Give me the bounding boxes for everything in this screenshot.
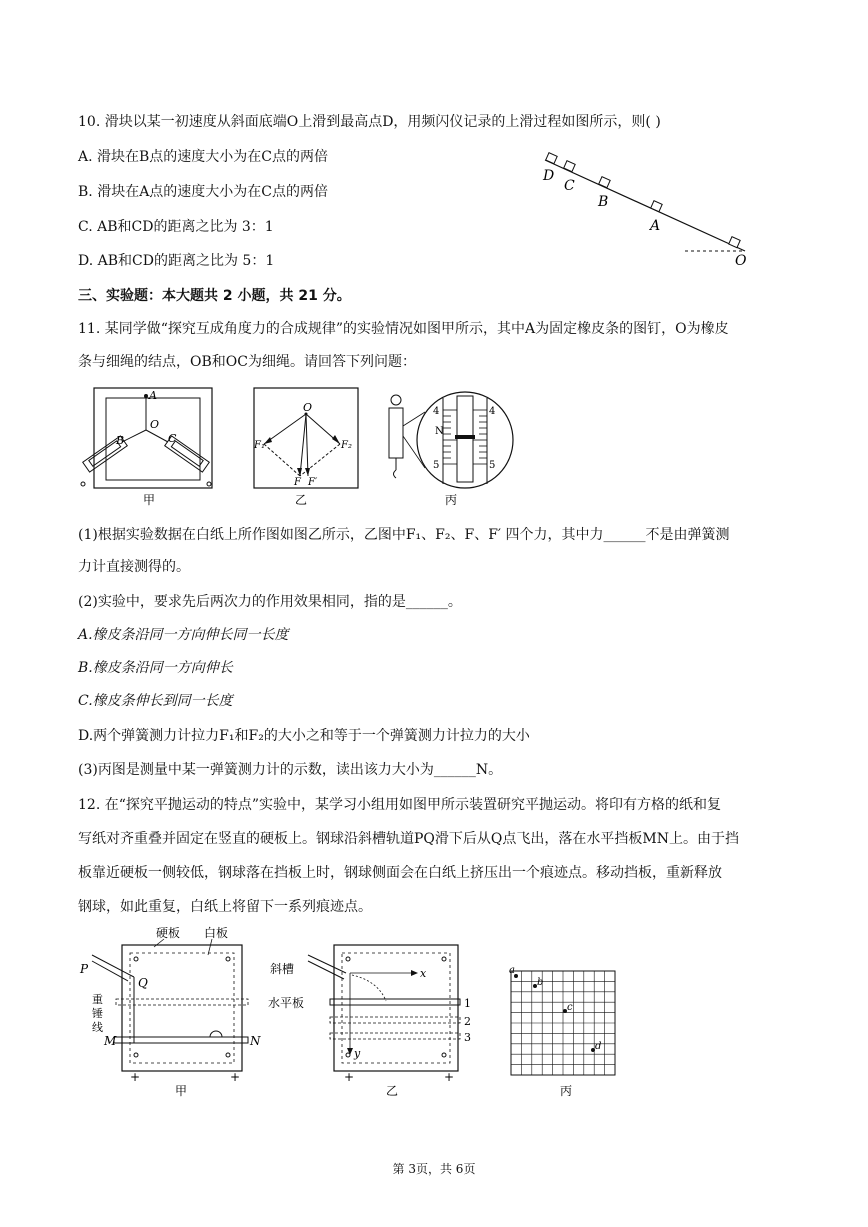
svg-text:+: + <box>230 1070 241 1084</box>
q12-stem-line1: 12. 在“探究平抛运动的特点”实验中，某学习小组用如图甲所示装置研究平抛运动。将印有方格的纸和复 <box>78 797 722 813</box>
caption-jia: 甲 <box>143 493 156 507</box>
svg-text:N: N <box>435 426 444 437</box>
svg-text:斜槽: 斜槽 <box>270 962 295 976</box>
svg-text:C: C <box>168 432 177 445</box>
svg-text:1: 1 <box>464 997 471 1010</box>
q11-part1-line1: (1)根据实验数据在白纸上所作图如图乙所示，乙图中F₁、F₂、F、F′ 四个力，其中力______不是由弹簧测 <box>78 527 730 543</box>
svg-text:+: + <box>130 1070 141 1084</box>
svg-text:4: 4 <box>433 406 440 417</box>
svg-text:+: + <box>344 1070 355 1084</box>
svg-text:重: 重 <box>92 993 103 1006</box>
q12-figure-jia <box>78 925 278 1105</box>
caption-yi: 乙 <box>295 493 308 507</box>
svg-text:O: O <box>150 418 160 431</box>
q11-part1-line2: 力计直接测得的。 <box>78 559 190 575</box>
q10-incline-figure <box>535 148 765 273</box>
svg-text:d: d <box>595 1041 602 1052</box>
svg-text:线: 线 <box>92 1021 103 1034</box>
caption-bing: 丙 <box>445 493 458 507</box>
svg-text:A: A <box>149 389 157 402</box>
q11-part2-option-c: C.橡皮条伸长到同一长度 <box>78 693 233 709</box>
q11-part2-option-d: D.两个弹簧测力计拉力F₁和F₂的大小之和等于一个弹簧测力计拉力的大小 <box>78 728 530 744</box>
q12-figure-yi <box>268 925 488 1105</box>
label-b: B <box>598 194 609 210</box>
caption-12-bing: 丙 <box>560 1084 573 1098</box>
svg-text:a: a <box>509 965 515 976</box>
q11-part2-option-b: B.橡皮条沿同一方向伸长 <box>78 660 233 676</box>
label-c: C <box>564 178 575 194</box>
svg-text:x: x <box>420 967 427 980</box>
svg-text:F′: F′ <box>308 477 318 488</box>
q11-part3: (3)丙图是测量中某一弹簧测力计的示数，读出该力大小为______N。 <box>78 762 503 778</box>
svg-text:b: b <box>537 977 544 988</box>
q11-stem-line2: 条与细绳的结点，OB和OC为细绳。请回答下列问题： <box>78 354 416 370</box>
svg-text:c: c <box>567 1002 573 1013</box>
q10-option-c: C. AB和CD的距离之比为 3：1 <box>78 219 274 235</box>
svg-text:M: M <box>104 1034 117 1048</box>
svg-text:2: 2 <box>464 1015 471 1028</box>
q11-stem-line1: 11. 某同学做“探究互成角度力的合成规律”的实验情况如图甲所示，其中A为固定橡皮条的图钉，O为橡皮 <box>78 321 729 337</box>
section-title: 三、实验题：本大题共 2 小题，共 21 分。 <box>78 288 351 304</box>
caption-12-jia: 甲 <box>175 1084 188 1098</box>
q10-option-b: B. 滑块在A点的速度大小为在C点的两倍 <box>78 184 329 200</box>
label-d: D <box>543 168 555 184</box>
svg-text:+: + <box>444 1070 455 1084</box>
q12-stem-line3: 板靠近硬板一侧较低，钢球落在挡板上时，钢球侧面会在白纸上挤压出一个痕迹点。移动挡板，重新释放 <box>78 865 722 881</box>
svg-text:白板: 白板 <box>204 926 229 940</box>
svg-text:3: 3 <box>464 1031 471 1044</box>
page-footer: 第 3页，共 6页 <box>392 1162 476 1176</box>
svg-text:4: 4 <box>489 406 496 417</box>
label-o: O <box>735 253 747 269</box>
q10-stem: 10. 滑块以某一初速度从斜面底端O上滑到最高点D，用频闪仪记录的上滑过程如图所示，则( ) <box>78 114 661 130</box>
q10-option-d: D. AB和CD的距离之比为 5：1 <box>78 253 275 269</box>
q11-part2-option-a: A.橡皮条沿同一方向伸长同一长度 <box>78 627 289 643</box>
svg-text:硬板: 硬板 <box>156 926 181 940</box>
svg-text:水平板: 水平板 <box>268 996 305 1010</box>
svg-text:锤: 锤 <box>92 1007 103 1020</box>
q10-option-a: A. 滑块在B点的速度大小为在C点的两倍 <box>78 149 329 165</box>
q11-part2: (2)实验中，要求先后两次力的作用效果相同，指的是______。 <box>78 594 462 610</box>
svg-text:y: y <box>354 1047 361 1060</box>
svg-text:F: F <box>294 477 301 488</box>
svg-text:5: 5 <box>433 460 440 471</box>
q12-stem-line4: 钢球，如此重复，白纸上将留下一系列痕迹点。 <box>78 899 372 915</box>
svg-text:5: 5 <box>489 460 496 471</box>
svg-text:P: P <box>80 962 89 976</box>
label-a: A <box>650 218 661 234</box>
q12-figure-bing <box>505 965 625 1105</box>
svg-text:B: B <box>116 434 125 447</box>
q12-stem-line2: 写纸对齐重叠并固定在竖直的硬板上。钢球沿斜槽轨道PQ滑下后从Q点飞出，落在水平挡板MN上。由于挡 <box>78 831 739 847</box>
svg-text:F₂: F₂ <box>341 440 352 451</box>
caption-12-yi: 乙 <box>386 1084 399 1098</box>
svg-text:Q: Q <box>138 976 148 990</box>
q11-figure-bing <box>385 386 520 511</box>
svg-text:N: N <box>250 1034 261 1048</box>
q11-figure-yi <box>250 386 365 511</box>
svg-text:F₁: F₁ <box>254 440 265 451</box>
svg-text:O: O <box>303 401 313 414</box>
q11-figure-jia <box>78 386 223 511</box>
